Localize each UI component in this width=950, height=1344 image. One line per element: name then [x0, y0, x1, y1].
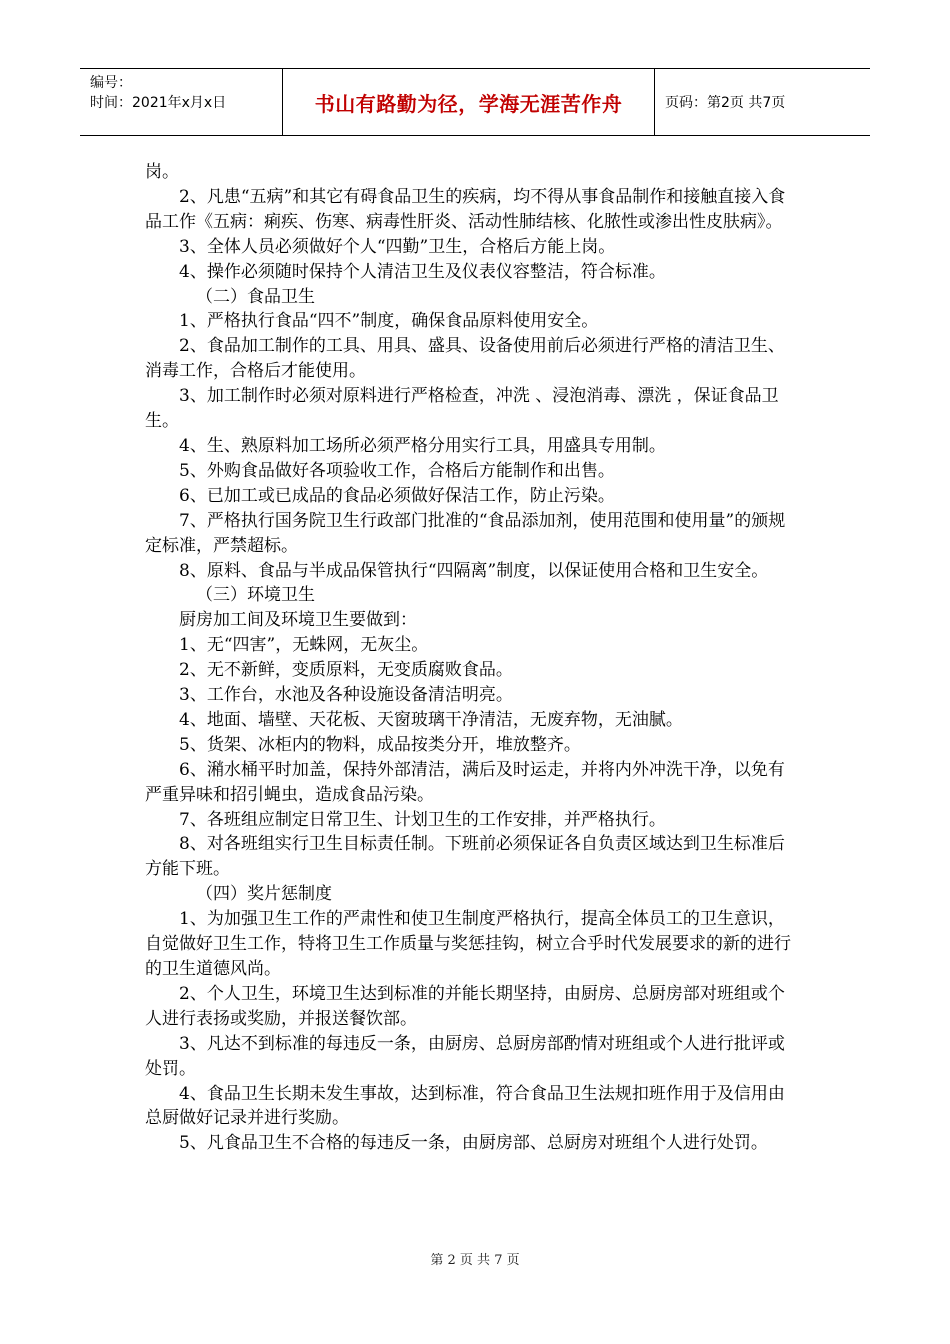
paragraph: 4、地面、墙壁、天花板、天窗玻璃干净清洁，无废弃物，无油腻。 — [179, 709, 683, 730]
paragraph: 2、无不新鲜，变质原料，无变质腐败食品。 — [179, 660, 513, 681]
paragraph: 7、各班组应制定日常卫生、计划卫生的工作安排，并严格执行。 — [179, 809, 666, 830]
paragraph: 厨房加工间及环境卫生要做到： — [179, 610, 417, 631]
paragraph: 3、凡达不到标准的每违反一条，由厨房、总厨房部酌情对班组或个人进行批评或处罚。 — [145, 1033, 785, 1079]
document-body — [145, 160, 800, 1156]
paragraph: 3、全体人员必须做好个人“四勤”卫生，合格后方能上岗。 — [179, 236, 616, 257]
paragraph: 5、货架、冰柜内的物料，成品按类分开，堆放整齐。 — [179, 734, 581, 755]
paragraph: 2、个人卫生，环境卫生达到标准的并能长期坚持，由厨房、总厨房部对班组或个人进行表扬或奖励，并报送餐饮部。 — [145, 983, 785, 1029]
paragraph: 7、严格执行国务院卫生行政部门批准的“食品添加剂，使用范围和使用量”的颁规定标准，严禁超标。 — [145, 510, 786, 556]
paragraph: 8、原料、食品与半成品保管执行“四隔离”制度，以保证使用合格和卫生安全。 — [179, 560, 769, 581]
paragraph: 3、加工制作时必须对原料进行严格检查，冲洗 、浸泡消毒、漂洗 ，保证食品卫生。 — [145, 386, 779, 432]
paragraph: 1、为加强卫生工作的严肃性和使卫生制度严格执行，提高全体员工的卫生意识，自觉做好卫生工作，特将卫生工作质量与奖惩挂钩，树立合乎时代发展要求的新的进行的卫生道德风尚。 — [145, 909, 791, 979]
paragraph: 1、严格执行食品“四不”制度，确保食品原料使用安全。 — [179, 311, 599, 332]
paragraph: 6、潲水桶平时加盖，保持外部清洁，满后及时运走，并将内外冲洗干净，以免有严重异味和招引蝇虫，造成食品污染。 — [145, 759, 785, 805]
header-meta — [80, 69, 283, 135]
paragraph: 3、工作台，水池及各种设施设备清洁明亮。 — [179, 685, 513, 706]
paragraph: 岗。 — [145, 162, 179, 182]
paragraph: 5、凡食品卫生不合格的每违反一条，由厨房部、总厨房对班组个人进行处罚。 — [179, 1133, 768, 1154]
document-date: 时间：2021年x月x日 — [90, 95, 227, 111]
paragraph: 1、无“四害”，无蛛网，无灰尘。 — [179, 635, 429, 656]
paragraph: 2、凡患“五病”和其它有碍食品卫生的疾病，均不得从事食品制作和接触直接入食品工作《五病：痢疾、伤寒、病毒性肝炎、活动性肺结核、化脓性或渗出性皮肤病》。 — [145, 186, 786, 232]
document-number-label: 编号： — [90, 75, 132, 91]
paragraph: 4、操作必须随时保持个人清洁卫生及仪表仪容整洁，符合标准。 — [179, 261, 666, 282]
paragraph: 8、对各班组实行卫生目标责任制。下班前必须保证各自负责区域达到卫生标准后方能下班。 — [145, 834, 785, 880]
paragraph: 2、食品加工制作的工具、用具、盛具、设备使用前后必须进行严格的清洁卫生、消毒工作，合格后才能使用。 — [145, 336, 785, 382]
section-heading: （三）环境卫生 — [196, 585, 315, 606]
paragraph: 4、生、熟原料加工场所必须严格分用实行工具，用盛具专用制。 — [179, 435, 666, 456]
section-heading: （二）食品卫生 — [196, 286, 315, 307]
header-page-info: 页码：第2页 共7页 — [665, 95, 786, 111]
page-footer: 第 2 页 共 7 页 — [430, 1253, 520, 1268]
section-heading: （四）奖片惩制度 — [196, 884, 332, 905]
header-motto: 书山有路勤为径，学海无涯苦作舟 — [283, 69, 655, 135]
page-header — [80, 68, 870, 136]
paragraph: 6、已加工或已成品的食品必须做好保洁工作，防止污染。 — [179, 485, 615, 506]
paragraph: 4、食品卫生长期未发生事故，达到标准，符合食品卫生法规扣班作用于及信用由总厨做好记录并进行奖励。 — [145, 1083, 785, 1129]
paragraph: 5、外购食品做好各项验收工作，合格后方能制作和出售。 — [179, 460, 615, 481]
